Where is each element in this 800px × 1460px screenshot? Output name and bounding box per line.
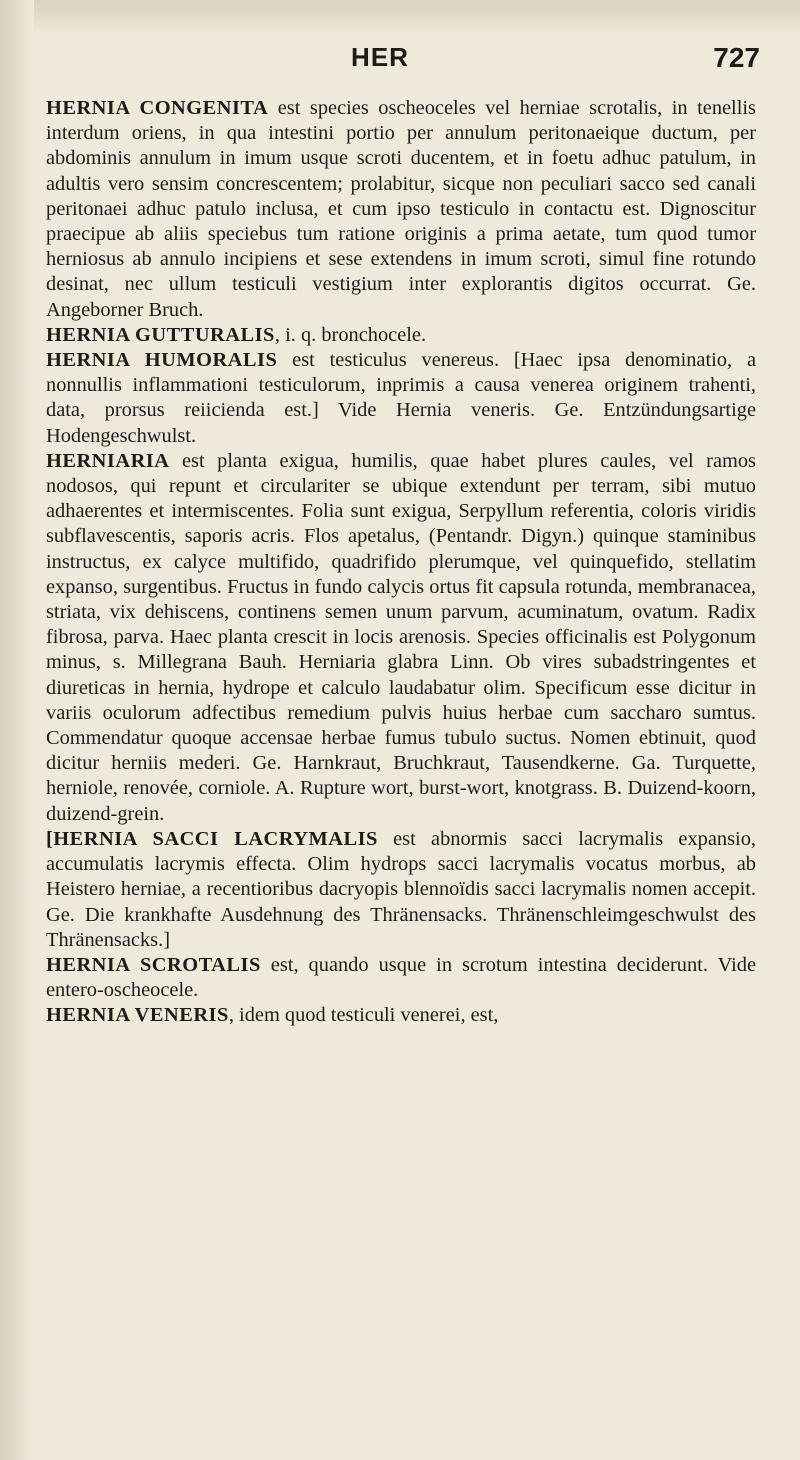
entry-hernia-humoralis — [46, 348, 756, 449]
running-head: HER — [351, 42, 409, 72]
entry-hernia-scrotalis — [46, 953, 756, 1003]
page-header — [60, 42, 760, 82]
entry-text: est species oscheoceles vel herniae scrotalis, in tenellis interdum oriens, in qua intestini portio per annulum peritonaeique ductum, per abdominis annulum in imum usque scroti ducentem, et in foetu adhuc patulum, in adultis vero sensim concrescentem; prolabitur, sicque non peculiari sacco sed canali peritonaei adhuc patulo inclusa, et cum ipso testiculo in contactu est. Dignoscitur praecipue ab aliis speciebus tum ratione originis a prima aetate, tum quod tumor herniosus ab annulo incipiens et sese extendens in imum scroti, simul fine rotundo desinat, nec ullum testiculi vestigium inter explorantis digitos occurrat. Ge. Angeborner Bruch. — [46, 97, 756, 321]
page-number: 727 — [713, 42, 760, 73]
entry-herniaria — [46, 449, 756, 827]
entry-text: est abnormis sacci lacrymalis expansio, accumulatis lacrymis effecta. Olim hydrops sacci lacrymalis vocatus morbus, ab Heistero herniae, a recentioribus dacryopis blennoïdis sacci lacrymalis nomen accepit. Ge. Die krankhafte Ausdehnung des Thränensacks. Thränenschleimgeschwulst des Thränensacks.] — [46, 827, 756, 951]
entry-headword: HERNIA CONGENITA — [46, 97, 269, 119]
entry-headword: HERNIA HUMORALIS — [46, 349, 278, 372]
entry-hernia-sacci-lacrymalis — [46, 827, 756, 953]
page-left-edge — [0, 0, 34, 1460]
entry-text: , idem quod testiculi venerei, est, — [228, 1004, 499, 1027]
entry-text: est planta exigua, humilis, quae habet plures caules, vel ramos nodosos, qui repunt et circulariter se ubique extendunt per terram, sibi mutuo adhaerentes et intermiscentes. Folia sunt exigua, Serpyllum referentia, coloris viridis subflavescentis, saporis acris. Flos apetalus, (Pentandr. Digyn.) quinque staminibus instructus, ex calyce multifido, quadrifido plerumque, vel quinquefido, stellatim expanso, surgentibus. Fructus in fundo calycis ortus fit capsula rotunda, membranacea, striata, vix dehiscens, continens semen unum parvum, acuminatum, ovatum. Radix fibrosa, parva. Haec planta crescit in locis arenosis. Species officinalis est Polygonum minus, s. Millegrana Bauh. Herniaria glabra Linn. Ob vires subadstringentes et diureticas in hernia, hydrope et calculo laudabatur olim. Specificum esse dicitur in variis oculorum adfectibus remedium pulvis huius herbae cum saccharo sumtus. Commendatur quoque accensae herbae fumus tubulo suctus. Nomen ebtinuit, quod dicitur herniis mederi. Ge. Harnkraut, Bruchkraut, Tausendkerne. Ga. Turquette, herniole, renovée, corniole. A. Rupture wort, burst-wort, knotgrass. B. Duizend-koorn, duizend-grein. — [46, 449, 756, 825]
entry-hernia-gutturalis — [46, 323, 756, 348]
entry-text: , i. q. bronchocele. — [274, 323, 427, 346]
entry-text: est, quando usque in scrotum intestina deciderunt. Vide entero-oscheocele. — [46, 953, 756, 1002]
entry-hernia-congenita — [46, 96, 756, 323]
page-top-edge — [0, 0, 800, 36]
entry-headword: HERNIA GUTTURALIS — [46, 323, 275, 346]
entry-hernia-veneris — [46, 1003, 756, 1028]
entry-headword: HERNIA SCROTALIS — [46, 953, 261, 976]
entry-headword: [HERNIA SACCI LACRYMALIS — [46, 827, 378, 850]
entry-headword: HERNIA VENERIS — [46, 1004, 229, 1027]
entry-text: est testiculus venereus. [Haec ipsa denominatio, a nonnullis inflammationi testiculorum, inprimis a causa venerea originem trahenti, data, prorsus reiicienda est.] Vide Hernia veneris. Ge. Entzündungsartige Hodengeschwulst. — [46, 349, 756, 447]
entry-headword: HERNIARIA — [46, 449, 170, 472]
entries-column — [46, 96, 756, 1029]
